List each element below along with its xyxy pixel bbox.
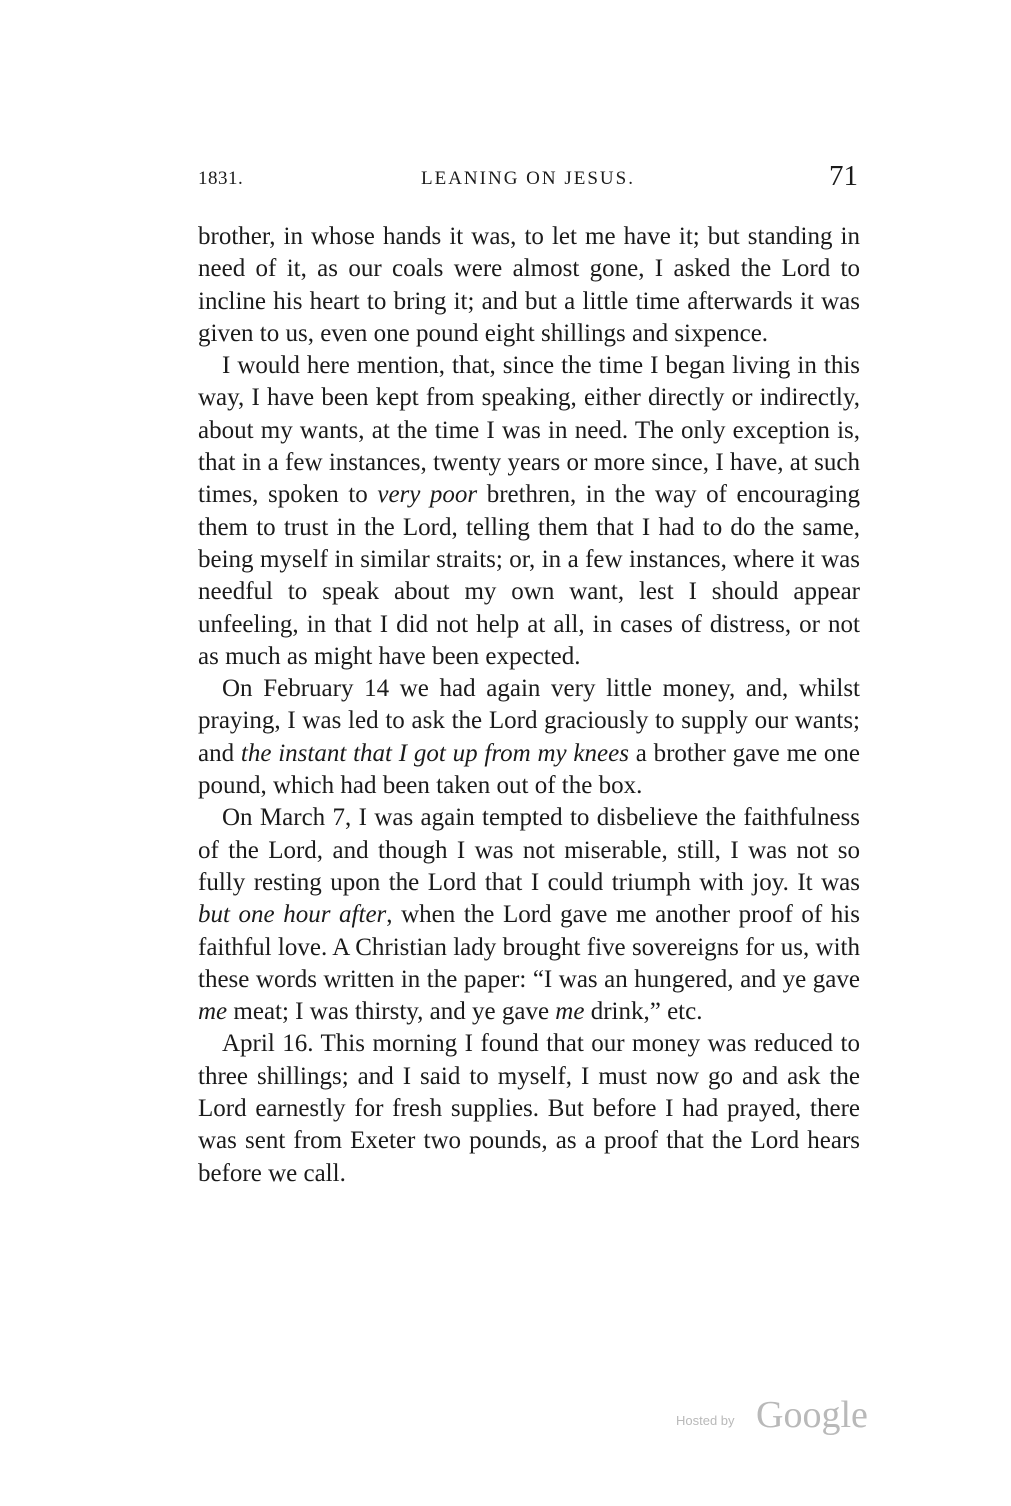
paragraph-4 bbox=[198, 802, 860, 1028]
google-logo: Google bbox=[756, 1394, 868, 1436]
paragraph-4-italic-me-2: me bbox=[555, 998, 585, 1026]
header-title: LEANING ON JESUS. bbox=[421, 168, 635, 189]
header-year: 1831. bbox=[198, 168, 244, 189]
paragraph-3 bbox=[198, 673, 860, 802]
paragraph-2-italic-very-poor: very poor bbox=[377, 481, 478, 509]
paragraph-2-part-3: brethren, in the way of encouraging them to trust in the Lord, telling them that I had to do the same, being myself in similar straits; or, in a few instances, where it was needful to speak about my own want, lest I should appear unfeeling, in that I did not help at all, in cases of distress, or not as much as might have been expected. bbox=[198, 481, 861, 670]
paragraph-3-part-3: a brother gave me one pound, which had been taken out of the box. bbox=[198, 739, 860, 800]
page-number: 71 bbox=[829, 160, 858, 192]
paragraph-4-part-3: , when the Lord gave me another proof of his faithful love. A Christian lady brought five sovereigns for us, with these words written in the paper: “I was an hungered, and ye gave bbox=[198, 901, 860, 993]
paragraph-2-part-1: I would here mention, that, since the time I began living in this way, I have been kept from speaking, either directly or indirectly, about my wants, at the time I was in need. The only exception is, that in a few instances, twenty years or more since, I have, at such times, spoken to bbox=[198, 352, 860, 509]
paragraph-4-part-1: On March 7, I was again tempted to disbelieve the faithfulness of the Lord, and though I was not miserable, still, I was not so fully resting upon the Lord that I could triumph with joy. It was bbox=[198, 804, 860, 896]
paragraph-1: brother, in whose hands it was, to let me have it; but standing in need of it, as our coals were almost gone, I asked the Lord to incline his heart to bring it; and but a little time afterwards it was given to us, even one pound eight shillings and sixpence. bbox=[198, 223, 860, 347]
paragraph-4-part-7: drink,” etc. bbox=[584, 998, 703, 1026]
running-head bbox=[198, 160, 858, 200]
watermark-hosted-by: Hosted by bbox=[676, 1413, 735, 1428]
paragraph-4-part-5: meat; I was thirsty, and ye gave bbox=[227, 998, 556, 1026]
paragraph-4-italic-one-hour: but one hour after bbox=[198, 901, 387, 929]
paragraph-3-part-1: On February 14 we had again very little money, and, whilst praying, I was led to ask the Lord graciously to supply our wants; and bbox=[198, 675, 860, 767]
paragraph-4-italic-me-1: me bbox=[198, 998, 228, 1026]
body-text bbox=[198, 221, 860, 1190]
paragraph-3-italic-instant: the instant that I got up from my knees bbox=[240, 739, 629, 767]
paragraph-5: April 16. This morning I found that our money was reduced to three shillings; and I said to myself, I must now go and ask the Lord earnestly for fresh supplies. But before I had prayed, there was sent from Exeter two pounds, as a proof that the Lord hears before we call. bbox=[198, 1030, 860, 1187]
paragraph-2 bbox=[198, 350, 860, 673]
